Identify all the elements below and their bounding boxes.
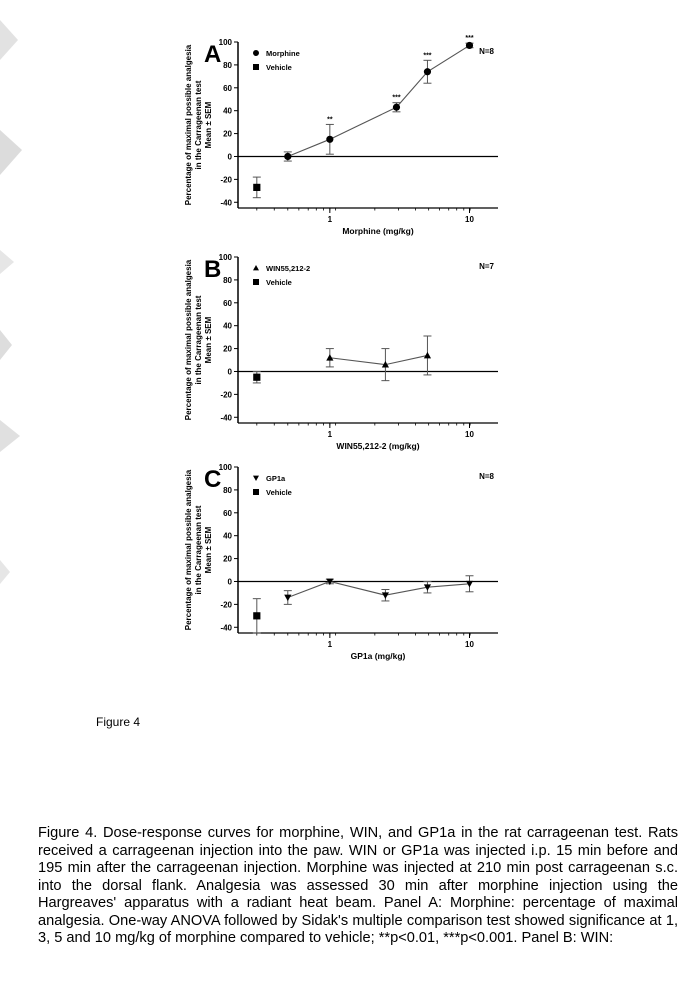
panel-c-x-label: GP1a (mg/kg) (350, 651, 406, 661)
panel-c-y-tick-label: 20 (223, 554, 232, 564)
panel-a-y-label-text (184, 30, 214, 220)
panel-b-legend-label: WIN55,212-2 (266, 264, 311, 273)
panel-b-legend-marker (253, 279, 259, 285)
panel-a-y-tick-label: -40 (220, 198, 232, 208)
panel-a-data-point (253, 184, 260, 191)
panel-a-y-tick-label: 80 (223, 60, 232, 70)
panel-c-y-tick-label: -20 (220, 600, 232, 610)
panel-b-letter: B (204, 256, 222, 283)
panel-c-n-label: N=8 (479, 472, 494, 481)
panel-a-n-label: N=8 (479, 47, 494, 56)
panel-b-plot (180, 245, 510, 460)
panel-b-y-tick-label: 20 (223, 344, 232, 354)
panel-c-y-label-line: Mean ± SEM (204, 526, 213, 574)
panel-a-y-tick-label: 100 (218, 38, 232, 47)
panel-b-y-tick-label: 80 (223, 275, 232, 285)
panel-b-data-point (326, 354, 333, 360)
panel-c-chart (180, 455, 510, 670)
panel-a-legend-marker (253, 64, 259, 70)
panel-c-y-tick-label: -40 (220, 623, 232, 633)
panel-b-n-label: N=7 (479, 262, 494, 271)
panel-b-y-label-text (184, 245, 214, 435)
panel-b-y-tick-label: -40 (220, 413, 232, 423)
panel-c-series-line (288, 581, 470, 597)
panel-c-y-label (180, 455, 220, 645)
panel-b-y-tick-label: 0 (227, 367, 232, 377)
panel-b-y-tick-label: -20 (220, 390, 232, 400)
panel-c-legend-label: GP1a (266, 474, 286, 483)
panel-a-y-tick-label: 60 (223, 83, 232, 93)
panel-a-y-label-line: in the Carrageenan test (194, 80, 203, 170)
panel-c-y-tick-label: 80 (223, 485, 232, 495)
panel-c-data-point (253, 612, 260, 619)
panel-c-data-point (382, 592, 389, 598)
panel-a-significance-label: *** (465, 35, 474, 43)
panel-c-y-label-line: in the Carrageenan test (194, 505, 203, 595)
panel-b-y-label-line: in the Carrageenan test (194, 295, 203, 385)
panel-c-plot (180, 455, 510, 670)
panel-b-data-point (424, 352, 431, 358)
panel-b-legend-label: Vehicle (266, 278, 292, 287)
figure-caption: Figure 4. Dose-response curves for morphine, WIN, and GP1a in the rat carrageenan test. Rats received a carrageenan injection into the paw. WIN or GP1a was injected i.p. 15 min before and 195 min after the carrageenan injection. Morphine was injected at 210 min post carrageenan s.c. into the dorsal flank. Analgesia was assessed 30 min after morphine injection using the Hargreaves' apparatus with a radiant heat beam. Panel A: Morphine: percentage of maximal analgesia. One-way ANOVA followed by Sidak's multiple comparison test showed significance at 1, 3, 5 and 10 mg/kg of morphine compared to vehicle; **p<0.01, ***p<0.001. Panel B: WIN: (38, 825, 678, 946)
panel-a-chart (180, 30, 510, 245)
panel-a-plot (180, 30, 510, 245)
panel-b-chart (180, 245, 510, 460)
panel-a-data-point (466, 42, 473, 49)
panel-c-legend-marker (253, 489, 259, 495)
panel-b-x-label: WIN55,212-2 (mg/kg) (336, 441, 420, 451)
panel-b-y-tick-label: 40 (223, 321, 232, 331)
panel-b-series-line (330, 355, 428, 364)
panel-a-series-line (288, 45, 470, 156)
panel-b-y-label (180, 245, 220, 435)
panel-b-y-label-line: Mean ± SEM (204, 316, 213, 364)
panel-a-data-point (393, 104, 400, 111)
panel-a-x-label: Morphine (mg/kg) (342, 226, 414, 236)
panel-c-legend-marker (253, 476, 259, 481)
panel-a-legend-label: Vehicle (266, 63, 292, 72)
panel-c-letter: C (204, 466, 222, 493)
panel-c-y-label-line: Percentage of maximal possible analgesia (184, 469, 193, 631)
panel-a-letter: A (204, 41, 222, 68)
panel-b-y-tick-label: 60 (223, 298, 232, 308)
figure-label: Figure 4 (96, 715, 141, 729)
panel-a-y-tick-label: 0 (227, 152, 232, 162)
watermark-decoration (0, 0, 60, 700)
panel-a-y-tick-label: -20 (220, 175, 232, 185)
panel-b-data-point (253, 374, 260, 381)
panel-a-data-point (424, 68, 431, 75)
panel-a-y-tick-label: 40 (223, 106, 232, 116)
panel-a-significance-label: ** (327, 116, 333, 124)
panel-b-x-tick-label: 10 (465, 430, 474, 439)
panel-a-significance-label: *** (423, 52, 432, 60)
panel-a-y-label-line: Mean ± SEM (204, 101, 213, 149)
panel-a-data-point (326, 136, 333, 143)
panel-c-y-tick-label: 0 (227, 577, 232, 587)
panel-c-y-label-text (184, 455, 214, 645)
panel-a-y-label-line: Percentage of maximal possible analgesia (184, 44, 193, 206)
panel-a-x-tick-label: 1 (327, 215, 333, 224)
panel-c-y-tick-label: 100 (218, 463, 232, 472)
panel-b-y-tick-label: 100 (218, 253, 232, 262)
panel-b-legend-marker (253, 265, 259, 270)
panel-c-y-tick-label: 60 (223, 508, 232, 518)
panel-c-y-tick-label: 40 (223, 531, 232, 541)
panel-a-y-tick-label: 20 (223, 129, 232, 139)
panel-b-x-tick-label: 1 (327, 430, 333, 439)
panel-a-legend-label: Morphine (266, 49, 300, 58)
panel-c-x-tick-label: 10 (465, 640, 474, 649)
panel-a-x-tick-label: 10 (465, 215, 474, 224)
panel-a-significance-label: *** (392, 94, 401, 102)
panel-a-legend-marker (253, 50, 259, 56)
panel-c-x-tick-label: 1 (327, 640, 333, 649)
panel-c-legend-label: Vehicle (266, 488, 292, 497)
panel-c-data-point (284, 595, 291, 601)
panel-a-data-point (284, 153, 291, 160)
panel-a-y-label (180, 30, 220, 220)
panel-b-y-label-line: Percentage of maximal possible analgesia (184, 259, 193, 421)
